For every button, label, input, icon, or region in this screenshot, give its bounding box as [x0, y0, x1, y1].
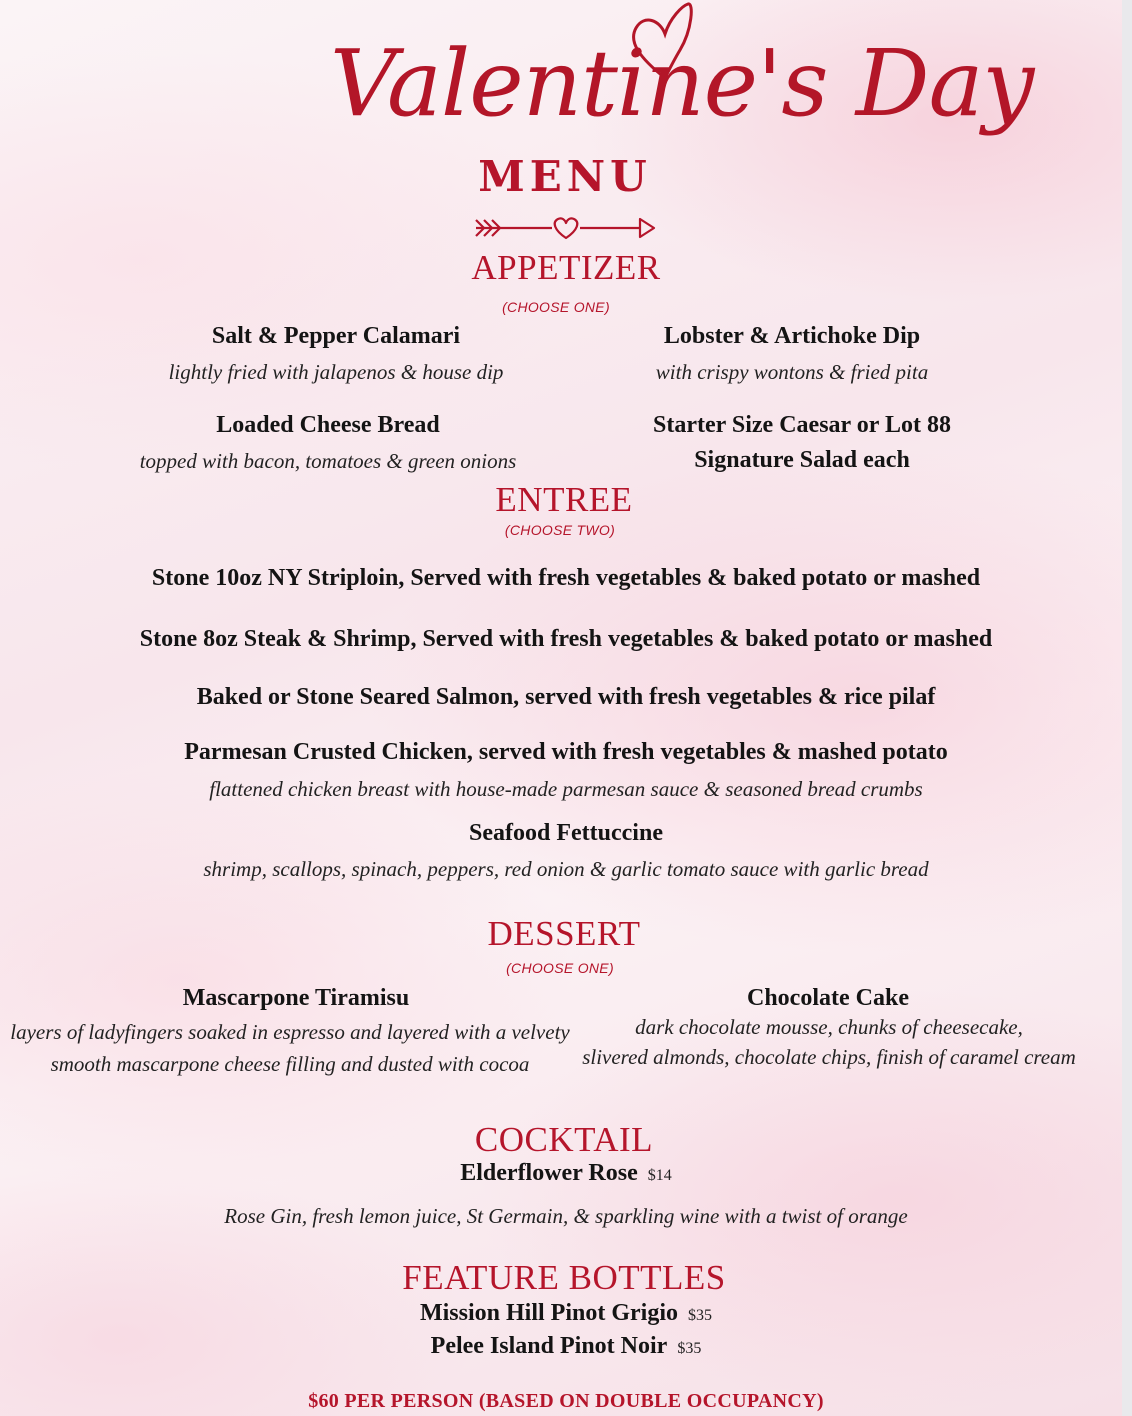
entree-item-name: Stone 8oz Steak & Shrimp, Served with fresh vegetables & baked potato or mashed — [139, 626, 993, 652]
bottle-name: Pelee Island Pinot Noir — [430, 1333, 668, 1359]
entree-item-desc: shrimp, scallops, spinach, peppers, red onion & garlic tomato sauce with garlic bread — [203, 857, 929, 881]
bottle-name: Mission Hill Pinot Grigio — [419, 1300, 678, 1326]
bottle-price: $35 — [688, 1307, 712, 1324]
dessert-choose-note: (CHOOSE ONE) — [506, 960, 614, 976]
entree-heading: ENTREE — [495, 480, 633, 519]
entree-item-name: Stone 10oz NY Striploin, Served with fresh vegetables & baked potato or mashed — [151, 565, 981, 591]
entree-item-desc: flattened chicken breast with house-made parmesan sauce & seasoned bread crumbs — [209, 777, 923, 801]
dessert-item-name: Mascarpone Tiramisu — [182, 985, 410, 1011]
entree-choose-note: (CHOOSE TWO) — [504, 522, 616, 538]
page-edge — [1122, 0, 1132, 1416]
appetizer-choose-note: (CHOOSE ONE) — [502, 299, 610, 315]
dessert-item-name: Chocolate Cake — [747, 985, 909, 1011]
cocktail-item — [366, 1160, 766, 1187]
price-per-person-note: $60 PER PERSON (BASED ON DOUBLE OCCUPANCY) — [308, 1390, 824, 1412]
appetizer-heading: APPETIZER — [471, 248, 661, 287]
feature-bottles-heading: FEATURE BOTTLES — [402, 1258, 726, 1297]
cocktail-price: $14 — [647, 1167, 672, 1184]
bottle-item — [326, 1333, 806, 1360]
entree-item-name: Seafood Fettuccine — [469, 820, 663, 846]
cocktail-heading: COCKTAIL — [474, 1120, 654, 1159]
appetizer-item-desc: with crispy wontons & fried pita — [655, 360, 929, 384]
cocktail-desc: Rose Gin, fresh lemon juice, St Germain, & sparkling wine with a twist of orange — [224, 1204, 908, 1228]
appetizer-item-name: Lobster & Artichoke Dip — [663, 323, 921, 349]
appetizer-item-desc: topped with bacon, tomatoes & green onions — [139, 449, 517, 473]
entree-item-name: Parmesan Crusted Chicken, served with fresh vegetables & mashed potato — [184, 739, 948, 765]
appetizer-item-name-line2: Signature Salad each — [694, 447, 910, 473]
bottle-price: $35 — [677, 1340, 702, 1357]
dessert-item-desc: dark chocolate mousse, chunks of cheesecake, — [635, 1015, 1023, 1039]
entree-item-name: Baked or Stone Seared Salmon, served with fresh vegetables & rice pilaf — [196, 684, 936, 710]
dessert-item-desc: smooth mascarpone cheese filling and dusted with cocoa — [50, 1052, 530, 1076]
appetizer-item-desc: lightly fried with jalapenos & house dip — [168, 360, 504, 384]
dessert-heading: DESSERT — [487, 914, 641, 953]
appetizer-item-name: Salt & Pepper Calamari — [211, 323, 461, 349]
menu-heading: MENU — [478, 152, 652, 201]
script-title: Valentine's Day — [330, 30, 1034, 137]
dessert-item-desc: slivered almonds, chocolate chips, finish of caramel cream — [582, 1045, 1076, 1069]
cocktail-name: Elderflower Rose — [460, 1160, 638, 1186]
dessert-item-desc: layers of ladyfingers soaked in espresso and layered with a velvety — [10, 1020, 570, 1044]
arrow-heart-icon — [474, 214, 660, 242]
appetizer-item-name: Starter Size Caesar or Lot 88 — [653, 412, 951, 438]
bottle-item — [326, 1300, 806, 1327]
appetizer-item-name: Loaded Cheese Bread — [216, 412, 440, 438]
